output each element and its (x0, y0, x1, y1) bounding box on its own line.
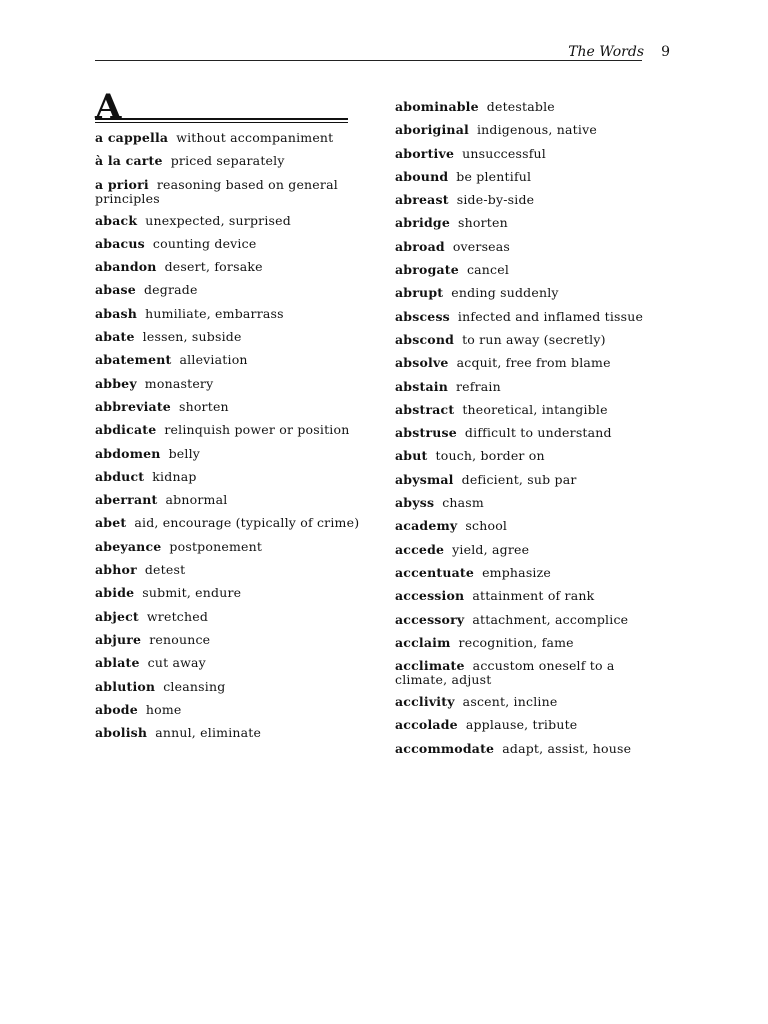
glossary-entry (395, 263, 667, 277)
entry-term: abortive (395, 145, 455, 161)
entry-term: abound (395, 168, 449, 184)
entry-definition: adapt, assist, house (502, 740, 632, 756)
glossary-entry (395, 566, 667, 580)
entry-definition: wretched (146, 608, 209, 624)
entry-term: abstruse (395, 425, 457, 441)
entry-definition: without accompaniment (176, 130, 334, 145)
glossary-entry (395, 589, 667, 603)
entry-term: abase (95, 282, 136, 298)
entry-definition: acquit, free from blame (456, 355, 611, 371)
glossary-entry (395, 718, 667, 732)
entry-term: academy (395, 518, 458, 534)
entry-definition: cut away (147, 655, 206, 671)
entry-definition: abnormal (165, 492, 228, 508)
glossary-entry (395, 695, 667, 709)
entry-term: abysmal (395, 471, 454, 487)
entry-definition: shorten (458, 215, 508, 231)
entry-term: aberrant (95, 492, 158, 508)
glossary-entry (395, 403, 667, 417)
entry-definition: accustom oneself to a climate, adjust (395, 658, 615, 688)
entry-term: abscond (395, 331, 455, 347)
glossary-entry (395, 496, 667, 510)
entry-definition: indigenous, native (476, 122, 597, 138)
entry-definition: relinquish power or position (164, 422, 350, 438)
entry-term: abbreviate (95, 398, 171, 414)
glossary-entry (395, 193, 667, 207)
glossary-entry (95, 353, 360, 367)
entry-term: à la carte (95, 153, 163, 169)
glossary-entry (395, 636, 667, 650)
glossary-entry (95, 703, 360, 717)
entry-term: abhor (95, 562, 137, 578)
glossary-entry (95, 563, 360, 577)
right-column (395, 100, 667, 765)
entry-definition: unsuccessful (462, 145, 546, 161)
entry-term: abrogate (395, 262, 459, 278)
entry-term: accentuate (395, 564, 475, 580)
entry-term: abacus (95, 235, 145, 251)
entry-definition: infected and inflamed tissue (457, 308, 644, 324)
entry-definition: school (465, 518, 508, 534)
glossary-entry (95, 283, 360, 297)
entry-term: abject (95, 608, 139, 624)
glossary-entry (95, 680, 360, 694)
entry-term: abdomen (95, 445, 161, 461)
glossary-entry (395, 170, 667, 184)
entry-definition: detestable (486, 99, 555, 114)
entry-term: a cappella (95, 130, 169, 145)
entry-term: abatement (95, 352, 172, 368)
entry-definition: desert, forsake (164, 259, 263, 275)
running-title: The Words (568, 44, 644, 60)
glossary-entry (95, 493, 360, 507)
entry-definition: detest (144, 562, 186, 578)
entry-definition: submit, endure (142, 585, 242, 601)
entry-definition: annul, eliminate (155, 725, 262, 741)
entry-definition: counting device (152, 235, 257, 251)
entry-definition: cleansing (163, 678, 226, 694)
glossary-entry (395, 380, 667, 394)
entry-term: abominable (395, 99, 479, 114)
entry-term: abide (95, 585, 135, 601)
entry-term: aback (95, 212, 138, 228)
section-rule (95, 118, 348, 120)
glossary-entry (395, 286, 667, 300)
entry-term: accommodate (395, 740, 495, 756)
left-column (95, 131, 360, 749)
glossary-entry (95, 540, 360, 554)
entry-term: abbey (95, 375, 137, 391)
entry-term: abyss (395, 495, 435, 511)
entry-definition: be plentiful (456, 168, 532, 184)
entry-definition: recognition, fame (458, 634, 574, 650)
header-rule (95, 60, 642, 61)
glossary-entry (95, 178, 360, 206)
glossary-entry (95, 154, 360, 168)
entry-definition: humiliate, embarrass (145, 305, 284, 321)
entry-definition: deficient, sub par (461, 471, 577, 487)
glossary-entry (95, 656, 360, 670)
entry-definition: side-by-side (456, 192, 535, 208)
entry-term: abdicate (95, 422, 157, 438)
entry-term: abrupt (395, 285, 444, 301)
entry-definition: ascent, incline (462, 694, 558, 710)
entry-definition: emphasize (482, 564, 552, 580)
entry-term: abreast (395, 192, 449, 208)
entry-definition: chasm (442, 495, 484, 511)
glossary-entry (95, 214, 360, 228)
entry-definition: to run away (secretly) (462, 331, 606, 347)
glossary-entry (95, 726, 360, 740)
entry-term: acclaim (395, 634, 451, 650)
entry-term: abscess (395, 308, 450, 324)
entry-term: abandon (95, 259, 157, 275)
glossary-entry (395, 449, 667, 463)
entry-definition: yield, agree (452, 541, 530, 557)
glossary-entry (95, 610, 360, 624)
entry-term: acclivity (395, 694, 455, 710)
glossary-entry (395, 659, 667, 687)
section-letter: A (95, 87, 122, 127)
glossary-entry (95, 330, 360, 344)
entry-term: abate (95, 329, 135, 345)
entry-definition: shorten (178, 398, 229, 414)
entry-term: acclimate (395, 658, 465, 674)
glossary-entry (395, 100, 667, 114)
entry-term: abstain (395, 378, 448, 394)
glossary-entry (95, 633, 360, 647)
entry-term: abroad (395, 238, 445, 254)
glossary-entry (395, 216, 667, 230)
glossary-entry (395, 147, 667, 161)
entry-definition: attachment, accomplice (472, 611, 629, 627)
glossary-entry (395, 310, 667, 324)
glossary-entry (95, 470, 360, 484)
entry-term: abet (95, 515, 127, 531)
entry-definition: cancel (466, 262, 510, 278)
entry-definition: unexpected, surprised (145, 212, 291, 228)
glossary-entry (95, 260, 360, 274)
page-number: 9 (661, 44, 670, 60)
glossary-entry (95, 447, 360, 461)
entry-term: abut (395, 448, 428, 464)
entry-term: abode (95, 701, 138, 717)
entry-term: a priori (95, 176, 149, 192)
entry-term: aboriginal (395, 122, 469, 138)
glossary-entry (395, 543, 667, 557)
glossary-entry (95, 131, 360, 145)
glossary-entry (95, 377, 360, 391)
glossary-entry (395, 240, 667, 254)
entry-term: accession (395, 588, 465, 604)
entry-definition: postponement (169, 538, 263, 554)
entry-definition: overseas (452, 238, 511, 254)
glossary-entry (395, 613, 667, 627)
glossary-entry (95, 237, 360, 251)
entry-definition: applause, tribute (465, 717, 578, 733)
entry-term: absolve (395, 355, 449, 371)
entry-definition: reasoning based on general principles (95, 176, 338, 206)
entry-definition: monastery (144, 375, 214, 391)
entry-definition: priced separately (170, 153, 285, 169)
entry-term: ablate (95, 655, 140, 671)
glossary-entry (395, 519, 667, 533)
entry-definition: renounce (149, 631, 211, 647)
entry-term: accessory (395, 611, 465, 627)
glossary-entry (395, 473, 667, 487)
glossary-entry (395, 742, 667, 756)
glossary-entry (395, 333, 667, 347)
entry-definition: ending suddenly (451, 285, 559, 301)
entry-definition: aid, encourage (typically of crime) (134, 515, 360, 531)
entry-term: abridge (395, 215, 451, 231)
entry-definition: home (145, 701, 182, 717)
glossary-entry (95, 307, 360, 321)
entry-definition: attainment of rank (472, 588, 595, 604)
entry-definition: belly (168, 445, 201, 461)
entry-term: accolade (395, 717, 458, 733)
glossary-entry (95, 586, 360, 600)
entry-term: abolish (95, 725, 148, 741)
glossary-entry (95, 423, 360, 437)
entry-definition: lessen, subside (142, 329, 242, 345)
entry-definition: theoretical, intangible (462, 401, 608, 417)
page-header (95, 44, 670, 64)
entry-definition: alleviation (179, 352, 248, 368)
entry-term: abash (95, 305, 138, 321)
glossary-entry (395, 123, 667, 137)
entry-term: abeyance (95, 538, 162, 554)
glossary-entry (95, 516, 360, 530)
section-rule-thin (95, 122, 348, 123)
entry-definition: difficult to understand (464, 425, 612, 441)
entry-definition: refrain (456, 378, 501, 394)
section-heading (95, 87, 348, 127)
glossary-entry (95, 400, 360, 414)
glossary-entry (395, 426, 667, 440)
entry-definition: touch, border on (435, 448, 545, 464)
glossary-entry (395, 356, 667, 370)
entry-definition: kidnap (152, 468, 197, 484)
entry-definition: degrade (143, 282, 198, 298)
entry-term: ablution (95, 678, 156, 694)
entry-term: abduct (95, 468, 145, 484)
entry-term: abjure (95, 631, 142, 647)
entry-term: abstract (395, 401, 455, 417)
entry-term: accede (395, 541, 445, 557)
